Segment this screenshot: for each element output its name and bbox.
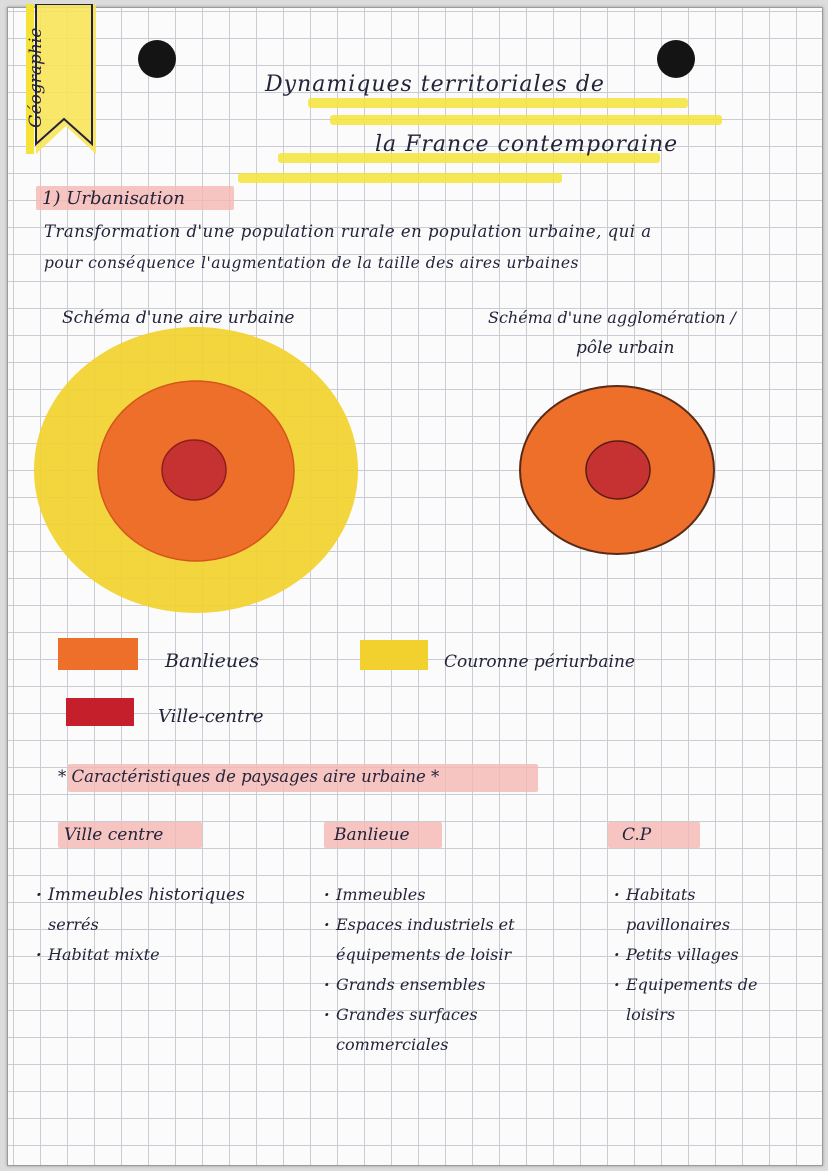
banlieue-list xyxy=(322,880,592,1060)
column-title-ville-centre: Ville centre xyxy=(64,825,164,845)
ville-centre-core xyxy=(586,441,650,499)
section-heading: 1) Urbanisation xyxy=(42,188,185,209)
list-item: . Habitats xyxy=(612,880,802,910)
ville-centre-list xyxy=(34,880,304,970)
page-title-line-1: Dynamiques territoriales de xyxy=(265,72,605,97)
definition-line-1: Transformation d'une population rurale en population urbaine, qui a xyxy=(44,222,652,241)
list-item: . Grands ensembles xyxy=(322,970,592,1000)
column-title-banlieue: Banlieue xyxy=(334,825,410,845)
legend-swatch-banlieues xyxy=(58,638,138,670)
list-item: commerciales xyxy=(336,1035,449,1054)
characteristics-heading: * Caractéristiques de paysages aire urbaine * xyxy=(58,767,440,786)
list-item: . Habitat mixte xyxy=(34,940,304,970)
subject-label: Géographie xyxy=(26,27,46,128)
legend-swatch-ville-centre xyxy=(66,698,134,726)
list-item: équipements de loisir xyxy=(336,945,512,964)
right-diagram-caption-line-1: Schéma d'une agglomération / xyxy=(488,308,736,327)
title-highlight-1 xyxy=(308,98,688,108)
list-item: . Equipements de xyxy=(612,970,802,1000)
binder-hole-left xyxy=(138,40,176,78)
ville-centre-core xyxy=(162,440,226,500)
list-item: . Petits villages xyxy=(612,940,802,970)
legend-label-ville-centre: Ville-centre xyxy=(158,706,264,727)
cp-list xyxy=(612,880,802,1030)
right-diagram-caption-line-2: pôle urbain xyxy=(576,338,675,358)
list-item: serrés xyxy=(48,915,99,934)
left-diagram-caption: Schéma d'une aire urbaine xyxy=(62,308,295,328)
list-item: pavillonaires xyxy=(626,915,731,934)
column-title-cp: C.P xyxy=(622,825,652,845)
list-item: loisirs xyxy=(626,1005,676,1024)
list-item: . Espaces industriels et xyxy=(322,910,592,940)
page-title-line-2: la France contemporaine xyxy=(375,132,679,157)
aire-urbaine-diagram xyxy=(30,324,366,620)
binder-hole-right xyxy=(657,40,695,78)
pole-urbain-diagram xyxy=(514,380,720,560)
title-highlight-2 xyxy=(330,115,722,125)
definition-line-2: pour conséquence l'augmentation de la taille des aires urbaines xyxy=(44,254,580,272)
title-highlight-4 xyxy=(238,173,562,183)
legend-label-couronne: Couronne périurbaine xyxy=(444,652,635,672)
legend-label-banlieues: Banlieues xyxy=(165,650,260,672)
list-item: . Grandes surfaces xyxy=(322,1000,592,1030)
list-item: . Immeubles historiques xyxy=(34,880,304,910)
list-item: . Immeubles xyxy=(322,880,592,910)
legend-swatch-couronne xyxy=(360,640,428,670)
